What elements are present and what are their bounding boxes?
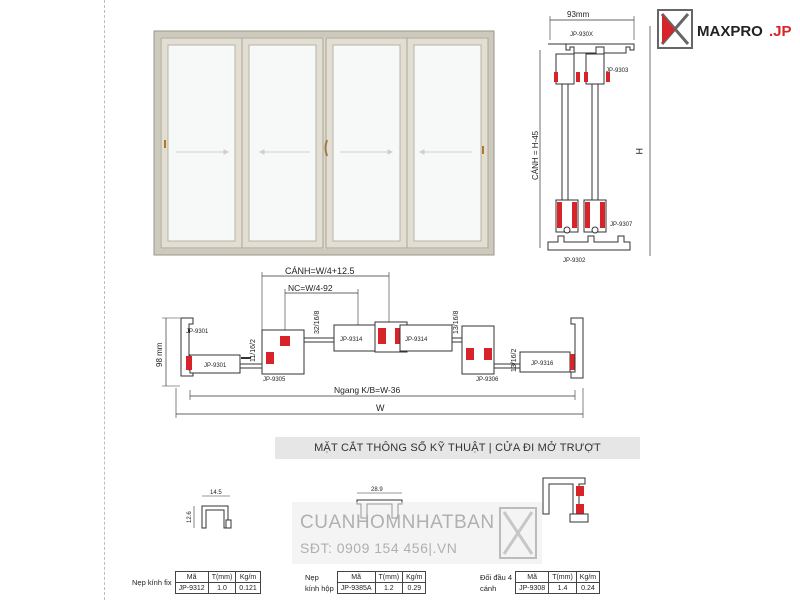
spec-table-3-label-2: cánh <box>480 583 497 593</box>
ngang-label: Ngang K/B=W-36 <box>334 385 401 395</box>
door-panel-4 <box>407 38 488 248</box>
gap-a-label: 32/16/8 <box>314 310 321 334</box>
spec-table-3-code: JP-9308 <box>516 583 549 594</box>
spec-table-2-thickness: 1.2 <box>375 583 403 594</box>
spec-table-1-header-weight: Kg/m <box>236 572 261 583</box>
spec-table-interlock <box>480 571 600 594</box>
spec-table-2-header-thickness: T(mm) <box>375 572 403 583</box>
spec-table-3-header-weight: Kg/m <box>576 572 599 583</box>
door-panel-3 <box>326 38 407 248</box>
spec-table-3-thickness: 1.4 <box>549 583 577 594</box>
vertical-width-label: 93mm <box>567 10 590 19</box>
door-panel-1 <box>161 38 242 248</box>
profile-jp930x-label: JP-930X <box>570 32 594 38</box>
profile-jp9303-label: JP-9303 <box>606 68 629 74</box>
brand-name: MAXPRO <box>697 23 763 40</box>
profile-jp9305-label: JP-9305 <box>263 377 286 383</box>
profile-jp9307-label: JP-9307 <box>610 222 633 228</box>
depth-label: 98 mm <box>155 342 164 367</box>
door-panel-2 <box>242 38 323 248</box>
profile-jp9301-inner-label: JP-9301 <box>204 363 227 369</box>
detail-profile-interlock <box>543 478 588 522</box>
handle-left <box>164 140 166 148</box>
gap-d-label: 13/16/2 <box>511 348 518 372</box>
profile-jp9316-label: JP-9316 <box>531 361 554 367</box>
sash-height-label: CÁNH = H-45 <box>531 130 540 180</box>
height-label: H <box>634 148 644 155</box>
profile-jp9306-label: JP-9306 <box>476 377 499 383</box>
profile-jp9302-label: JP-9302 <box>563 258 586 264</box>
sash-width-label: CÁNH=W/4+12.5 <box>285 266 355 276</box>
spec-table-3-label-1: Đối đầu 4 <box>480 572 513 582</box>
gap-b-label: 13/16/8 <box>453 310 460 334</box>
horizontal-section <box>155 266 583 418</box>
spec-table-1-thickness: 1.0 <box>208 583 236 594</box>
spec-table-1-label: Nẹp kính fix <box>132 578 172 587</box>
spec-table-3-header-code: Mã <box>516 572 549 583</box>
spec-table-2-weight: 0.29 <box>403 583 426 594</box>
watermark-site-name: CUANHOMNHATBAN <box>300 512 495 533</box>
w-label: W <box>376 403 385 413</box>
watermark-logo-icon <box>498 506 538 560</box>
handle-right <box>482 146 484 154</box>
profile-jp9314-right-label: JP-9314 <box>405 337 428 343</box>
spec-table-insulated-bead <box>305 571 426 594</box>
spec-table-2-header-code: Mã <box>337 572 375 583</box>
detail-2-width: 28.9 <box>371 487 383 493</box>
vertical-section <box>531 10 650 264</box>
spec-table-2-code: JP-9385A <box>337 583 375 594</box>
spec-table-1-weight: 0.121 <box>236 583 261 594</box>
spec-table-1-header-code: Mã <box>175 572 208 583</box>
spec-table-2-label-2: kính hộp <box>305 583 334 593</box>
brand-suffix: .JP <box>769 23 792 40</box>
section-caption: MẶT CẮT THÔNG SỐ KỸ THUẬT | CỬA ĐI MỞ TRƯỢT <box>275 437 640 459</box>
nc-label: NC=W/4-92 <box>288 283 333 293</box>
spec-table-2-label-1: Nẹp <box>305 572 319 582</box>
gap-c-label: 11/16/2 <box>250 339 257 362</box>
spec-table-1-header-thickness: T(mm) <box>208 572 236 583</box>
spec-table-3-weight: 0.24 <box>576 583 599 594</box>
spec-table-1-code: JP-9312 <box>175 583 208 594</box>
detail-1-height: 12.6 <box>187 511 193 523</box>
detail-1-width: 14.5 <box>210 490 222 496</box>
profile-jp9301-top-label: JP-9301 <box>186 329 209 335</box>
profile-jp9314-left-label: JP-9314 <box>340 337 363 343</box>
detail-profile-glass-bead <box>187 490 231 528</box>
spec-table-2-header-weight: Kg/m <box>403 572 426 583</box>
spec-table-3-header-thickness: T(mm) <box>549 572 577 583</box>
door-elevation <box>154 31 494 255</box>
spec-table-glass-bead <box>132 571 261 594</box>
watermark-phone: SĐT: 0909 154 456|.VN <box>300 540 458 556</box>
